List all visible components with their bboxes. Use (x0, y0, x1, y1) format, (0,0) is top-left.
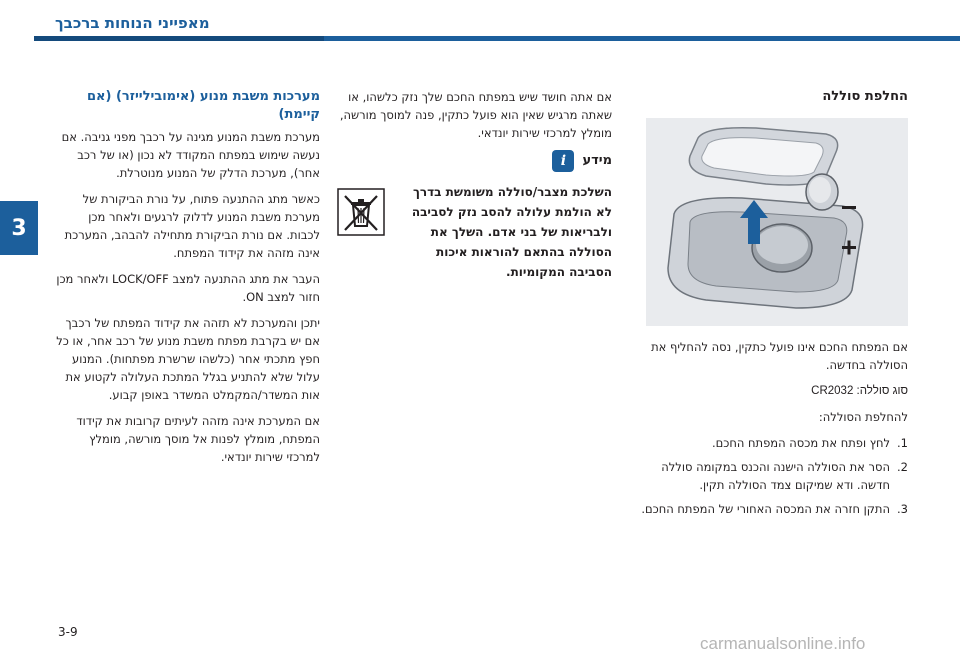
battery-type: סוג סוללה: CR2032 (811, 385, 908, 397)
disposal-notice-text: השלכת מצבר/סוללה משומשת בדרך לא הולמת עלולה להסב נזק לסביבה ולבריאות של בני אדם. השלך את הסוללה בהתאם להוראות איכות הסביבה המקומיות. (411, 185, 612, 279)
page-number: 3-9 (58, 625, 78, 639)
replacement-steps (628, 434, 908, 518)
chapter-tab: 3 (0, 201, 38, 255)
step-item (628, 500, 908, 518)
step-text: הסר את הסוללה הישנה והכנס במקומה סוללה חדשה. ודא שמיקום צמד הסוללה תקין. (661, 460, 890, 492)
steps-intro: להחלפת הסוללה: (818, 410, 908, 424)
step-text: התקן חזרה את המכסה האחורי של המפתח החכם. (641, 502, 890, 516)
step-number: 1. (897, 436, 908, 450)
step-item (628, 458, 908, 494)
information-notice-header (337, 150, 612, 172)
left-column (55, 88, 320, 474)
immobilizer-paragraph-1: מערכת משבת המנוע מגינה על רכבך מפני גניבה. אם נעשה שימוש במפתח המקודד לא נכון (או של רכב אחר), מערכת הדלק של המנוע מנוטרלת. (61, 130, 320, 180)
right-column (628, 88, 908, 524)
immobilizer-paragraph-2: כאשר מתג ההתנעה פתוח, על נורת הביקורת של מערכת משבת המנוע לדלוק לרגעים ולאחר מכן לכבות. אם נורת הביקורת מתחילה להבהב, המערכת אינה מזהה את קידוד המפתח. (64, 192, 320, 260)
immobilizer-paragraph-4: יתכן והמערכת לא תזהה את קידוד המפתח של רכבך אם יש בקרבת מפתח משבת מנוע של רכב אחר, או כל חפץ מתכתי אחר (כלשהו שרשרת מפתחות). המנוע עלול שלא להתניע בגלל המתכת העלולה לקטוע את אות המשדר/המקמלט המשדר באופן קבוע. (56, 316, 320, 402)
immobilizer-paragraph-3: העבר את מתג ההתנעה למצב LOCK/OFF ולאחר מכן חזור למצב ON. (56, 272, 320, 304)
battery-replacement-illustration (646, 118, 908, 326)
step-item (628, 434, 908, 452)
damage-paragraph: אם אתה חושד שיש במפתח החכם שלך נזק כלשהו, או שאתה מרגיש שאין הוא פועל כתקין, פנה למוסך מורשה, מומלץ למרכזי שירות יונדאי. (339, 90, 612, 140)
running-header: מאפייני הנוחות ברכבך (55, 14, 210, 32)
information-notice-title: מידע (582, 153, 612, 168)
battery-replacement-paragraph: אם המפתח החכם אינו פועל כתקין, נסה להחליף את הסוללה בחדשה. (651, 340, 908, 372)
step-text: לחץ ופתח את מכסה המפתח החכם. (711, 436, 890, 450)
battery-replacement-title: החלפת סוללה (822, 89, 908, 104)
step-number: 2. (897, 460, 908, 474)
step-number: 3. (897, 502, 908, 516)
header-rule-accent (34, 36, 324, 41)
immobilizer-heading: מערכות משבת מנוע (אימובילייזר) (אם קיימת) (86, 89, 320, 122)
information-notice (337, 182, 612, 282)
crossed-bin-icon (337, 188, 385, 236)
watermark: carmanualsonline.info (700, 634, 866, 653)
info-icon: i (552, 150, 574, 172)
immobilizer-paragraph-5: אם המערכת אינה מזהה לעיתים קרובות את קידוד המפתח, מומלץ לפנות אל מוסך מורשה, מומלץ למרכזי שירות יונדאי. (76, 414, 320, 464)
middle-column (337, 88, 612, 282)
